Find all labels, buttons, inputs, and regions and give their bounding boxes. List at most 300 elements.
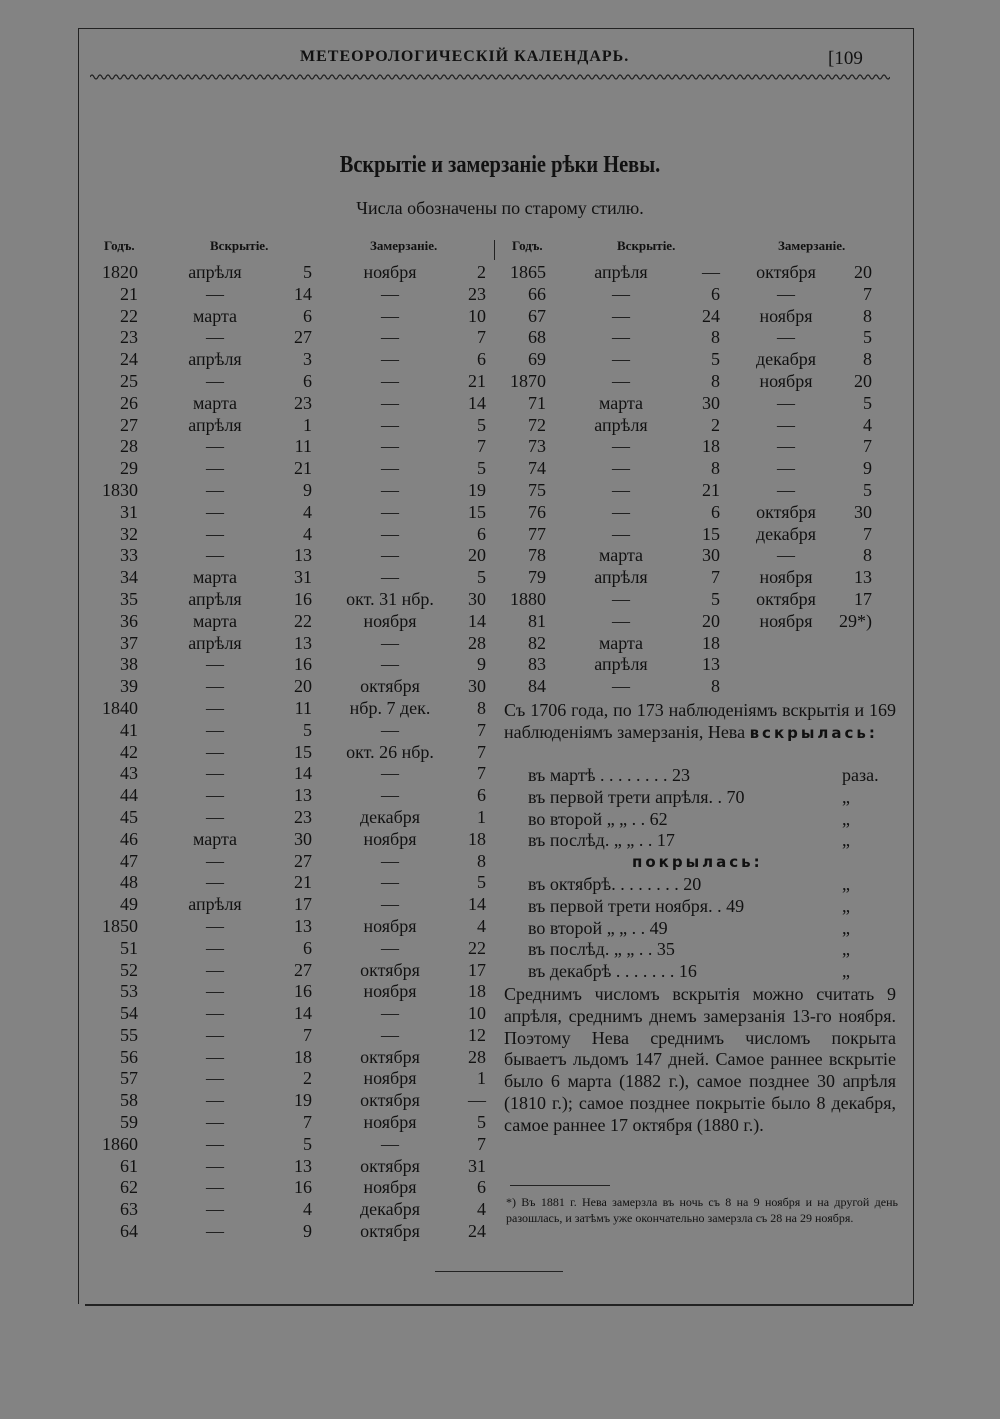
opening-day-cell: 18	[702, 632, 720, 653]
freezing-day-cell: 5	[477, 872, 486, 893]
opening-month-cell: марта	[598, 392, 644, 413]
opening-month-cell: марта	[598, 545, 644, 566]
freezing-day-cell: 8	[477, 697, 486, 718]
year-cell: 1850	[102, 915, 138, 936]
opening-day-cell: 4	[303, 501, 312, 522]
freezing-day-cell: 17	[854, 588, 872, 609]
freezing-day-cell: 5	[863, 327, 872, 348]
table-row	[482, 502, 902, 524]
opening-month-cell: —	[206, 806, 224, 827]
year-cell: 46	[120, 828, 138, 849]
year-cell: 38	[120, 654, 138, 675]
table-row	[482, 458, 902, 480]
freezing-day-cell: 23	[468, 283, 486, 304]
opening-month-cell: —	[612, 370, 630, 391]
opening-month-cell: апрѣля	[594, 654, 648, 675]
stat-line: въ послѣд. „ „ . . 35	[528, 939, 675, 960]
stat-line: въ октябрѣ. . . . . . . . 20	[528, 874, 702, 894]
opening-day-cell: 20	[702, 610, 720, 631]
freezing-day-cell: 30	[468, 676, 486, 697]
freezing-month-cell: ноября	[759, 370, 813, 391]
table-row	[80, 829, 490, 851]
freezing-month-cell: —	[381, 850, 399, 871]
right-table	[482, 262, 902, 698]
opening-month-cell: —	[206, 436, 224, 457]
opening-month-cell: апрѣля	[188, 632, 242, 653]
freezing-day-cell: 9	[863, 458, 872, 479]
opening-day-cell: 18	[702, 436, 720, 457]
opening-month-cell: —	[612, 588, 630, 609]
opening-month-cell: —	[206, 479, 224, 500]
opening-day-cell: 13	[702, 654, 720, 675]
table-row	[80, 284, 490, 306]
opening-day-cell: 6	[303, 305, 312, 326]
freezing-day-cell: 7	[477, 741, 486, 762]
freezing-day-cell: 5	[477, 414, 486, 435]
table-row	[482, 524, 902, 546]
opening-day-cell: 13	[294, 785, 312, 806]
table-row	[482, 480, 902, 502]
opening-day-cell: 9	[303, 1221, 312, 1242]
opening-day-cell: 5	[711, 588, 720, 609]
table-row	[482, 415, 902, 437]
opened-heading: вскрылась:	[749, 723, 878, 742]
opening-day-cell: 9	[303, 479, 312, 500]
year-cell: 45	[120, 806, 138, 827]
opening-day-cell: 23	[294, 806, 312, 827]
table-row	[80, 1112, 490, 1134]
freezing-month-cell: —	[381, 872, 399, 893]
opening-month-cell: —	[206, 1133, 224, 1154]
opening-day-cell: 2	[303, 1068, 312, 1089]
stat-line: въ первой трети апрѣля. . 70	[528, 786, 745, 807]
opening-day-cell: 11	[294, 697, 312, 718]
freezing-month-cell: —	[777, 458, 795, 479]
table-row	[482, 306, 902, 328]
year-cell: 44	[120, 785, 138, 806]
freezing-month-cell: —	[381, 894, 399, 915]
table-row	[482, 349, 902, 371]
opening-month-cell: —	[206, 1090, 224, 1111]
opening-day-cell: 20	[294, 676, 312, 697]
freezing-day-cell: 8	[863, 305, 872, 326]
freezing-day-cell: 8	[863, 349, 872, 370]
table-row	[80, 785, 490, 807]
freezing-month-cell: —	[381, 937, 399, 958]
opening-month-cell: —	[206, 1112, 224, 1133]
freezing-month-cell: —	[381, 545, 399, 566]
left-table	[80, 262, 490, 1243]
opening-month-cell: —	[206, 1177, 224, 1198]
column-divider	[494, 240, 495, 260]
freezing-month-cell: —	[777, 545, 795, 566]
year-cell: 48	[120, 872, 138, 893]
freezing-day-cell: 28	[468, 632, 486, 653]
opening-day-cell: 27	[294, 327, 312, 348]
opening-day-cell: 7	[711, 567, 720, 588]
table-row	[80, 458, 490, 480]
footnote: *) Въ 1881 г. Нева замерзла въ ночь съ 8 на 9 ноября и на другой день разошлась, и затѣмъ уже окончательно замерзла съ 28 на 29 ноября.	[506, 1195, 898, 1225]
year-cell: 1830	[102, 479, 138, 500]
freezing-month-cell: —	[777, 327, 795, 348]
year-cell: 31	[120, 501, 138, 522]
year-cell: 68	[528, 327, 546, 348]
opening-month-cell: апрѣля	[188, 588, 242, 609]
table-row	[80, 567, 490, 589]
stat-unit: „	[842, 786, 850, 807]
page-title: Вскрытіе и замерзаніе рѣки Невы.	[339, 152, 661, 178]
opening-day-cell: 6	[711, 283, 720, 304]
opening-day-cell: 4	[303, 1199, 312, 1220]
opening-day-cell: 8	[711, 370, 720, 391]
table-row	[80, 981, 490, 1003]
opening-day-cell: 5	[711, 349, 720, 370]
freezing-month-cell: ноября	[363, 262, 417, 282]
freezing-day-cell: —	[468, 1090, 486, 1111]
opening-month-cell: —	[206, 283, 224, 304]
opening-month-cell: —	[206, 501, 224, 522]
opening-month-cell: —	[612, 458, 630, 479]
opening-month-cell: —	[612, 436, 630, 457]
freezing-month-cell: октября	[360, 1090, 420, 1111]
opening-month-cell: марта	[192, 567, 238, 588]
opening-day-cell: 30	[702, 545, 720, 566]
table-row	[80, 1025, 490, 1047]
opening-day-cell: 16	[294, 654, 312, 675]
freezing-month-cell: —	[777, 436, 795, 457]
opening-month-cell: —	[206, 1068, 224, 1089]
freezing-day-cell: 10	[468, 1003, 486, 1024]
table-row	[80, 371, 490, 393]
table-row	[80, 480, 490, 502]
opening-day-cell: 17	[294, 894, 312, 915]
year-cell: 35	[120, 588, 138, 609]
freezing-day-cell: 6	[477, 785, 486, 806]
opening-day-cell: 13	[294, 915, 312, 936]
year-cell: 58	[120, 1090, 138, 1111]
opening-day-cell: 6	[303, 370, 312, 391]
freezing-month-cell: —	[381, 283, 399, 304]
year-cell: 84	[528, 676, 546, 697]
freezing-month-cell: —	[381, 567, 399, 588]
table-row	[80, 1090, 490, 1112]
table-row	[80, 1177, 490, 1199]
opening-month-cell: апрѣля	[188, 349, 242, 370]
table-row	[80, 327, 490, 349]
table-row	[80, 1221, 490, 1243]
freezing-month-cell: декабря	[755, 349, 817, 370]
opening-month-cell: —	[612, 283, 630, 304]
freezing-month-cell: октября	[360, 676, 420, 697]
year-cell: 28	[120, 436, 138, 457]
opening-day-cell: 16	[294, 1177, 312, 1198]
stat-line: во второй „ „ . . 49	[528, 917, 668, 938]
opening-day-cell: 15	[294, 741, 312, 762]
year-cell: 39	[120, 676, 138, 697]
freezing-month-cell: —	[381, 479, 399, 500]
opening-day-cell: 7	[303, 1024, 312, 1045]
stat-unit: „	[842, 874, 850, 894]
opening-day-cell: 14	[294, 1003, 312, 1024]
opening-month-cell: —	[206, 458, 224, 479]
year-cell: 71	[528, 392, 546, 413]
freezing-day-cell: 20	[854, 262, 872, 282]
header-wavy-rule	[90, 72, 890, 82]
year-cell: 24	[120, 349, 138, 370]
freezing-day-cell: 24	[468, 1221, 486, 1242]
table-row	[80, 851, 490, 873]
col-opening-right: Вскрытіе.	[617, 238, 676, 253]
year-cell: 37	[120, 632, 138, 653]
table-row	[80, 1003, 490, 1025]
freezing-month-cell: окт. 31 нбр.	[346, 588, 434, 609]
freezing-month-cell: ноября	[363, 1068, 417, 1089]
freezing-day-cell: 9	[477, 654, 486, 675]
freezing-day-cell: 28	[468, 1046, 486, 1067]
freezing-day-cell: 5	[863, 392, 872, 413]
freezing-day-cell: 20	[468, 545, 486, 566]
freezing-month-cell: декабря	[359, 806, 421, 827]
freezing-day-cell: 1	[477, 806, 486, 827]
freezing-month-cell: окт. 26 нбр.	[346, 741, 434, 762]
opening-month-cell: —	[612, 349, 630, 370]
year-cell: 51	[120, 937, 138, 958]
freezing-month-cell: —	[381, 392, 399, 413]
summary-paragraph: Среднимъ числомъ вскрытія можно считать 9 апрѣля, среднимъ днемъ замерзанія 13-го ноября. Поэтому Нева среднимъ числомъ покрыта бываетъ льдомъ 147 дней. Самое раннее вскрытіе было 6 марта (1882 г.), самое позднее 30 апрѣля (1810 г.); самое позднее покрытіе было 8 декабря, самое раннее 17 октября (1880 г.).	[504, 984, 896, 1135]
table-row	[80, 698, 490, 720]
table-row	[482, 611, 902, 633]
opening-day-cell: 5	[303, 1133, 312, 1154]
freezing-month-cell: октября	[360, 959, 420, 980]
freezing-month-cell: —	[381, 305, 399, 326]
table-row	[80, 763, 490, 785]
opening-day-cell: 16	[294, 981, 312, 1002]
freezing-day-cell: 17	[468, 959, 486, 980]
freezing-day-cell: 15	[468, 501, 486, 522]
opening-day-cell: 4	[303, 523, 312, 544]
year-cell: 22	[120, 305, 138, 326]
freezing-month-cell: октября	[360, 1046, 420, 1067]
opening-month-cell: —	[612, 501, 630, 522]
opening-month-cell: —	[206, 850, 224, 871]
year-cell: 64	[120, 1221, 138, 1242]
table-row	[80, 262, 490, 284]
freezing-month-cell: ноября	[759, 567, 813, 588]
freezing-month-cell: —	[381, 785, 399, 806]
opening-month-cell: —	[206, 785, 224, 806]
opening-month-cell: —	[206, 1003, 224, 1024]
stat-line: въ первой трети ноября. . 49	[528, 895, 745, 916]
table-row	[80, 960, 490, 982]
freezing-day-cell: 7	[477, 436, 486, 457]
opening-month-cell: —	[206, 937, 224, 958]
freezing-day-cell: 30	[854, 501, 872, 522]
opening-day-cell: 27	[294, 959, 312, 980]
freezing-day-cell: 5	[863, 479, 872, 500]
opening-month-cell: —	[206, 697, 224, 718]
opening-day-cell: 6	[303, 937, 312, 958]
freezing-day-cell: 7	[863, 283, 872, 304]
opening-day-cell: 21	[294, 458, 312, 479]
year-cell: 47	[120, 850, 138, 871]
stat-unit: „	[842, 917, 850, 938]
stat-unit: „	[842, 830, 850, 851]
freezing-month-cell: октября	[756, 262, 816, 282]
opening-month-cell: апрѣля	[188, 262, 242, 282]
page-subtitle: Числа обозначены по старому стилю.	[356, 198, 644, 218]
opening-month-cell: —	[612, 523, 630, 544]
year-cell: 34	[120, 567, 138, 588]
freezing-day-cell: 6	[477, 1177, 486, 1198]
year-cell: 23	[120, 327, 138, 348]
table-row	[482, 589, 902, 611]
opening-day-cell: 14	[294, 283, 312, 304]
page-number: [109	[828, 48, 863, 69]
opening-month-cell: —	[206, 545, 224, 566]
opening-day-cell: 13	[294, 1155, 312, 1176]
freezing-day-cell: 7	[863, 523, 872, 544]
freezing-day-cell: 1	[477, 1068, 486, 1089]
table-row	[80, 502, 490, 524]
opening-day-cell: 30	[294, 828, 312, 849]
table-row	[80, 654, 490, 676]
table-row	[80, 742, 490, 764]
intro-text: Съ 1706 года, по 173 наблюденіямъ вскрытія и 169 наблюденіямъ замерзанія, Нева	[504, 700, 896, 742]
freezing-month-cell: —	[381, 632, 399, 653]
opening-month-cell: —	[206, 981, 224, 1002]
table-row	[482, 545, 902, 567]
year-cell: 52	[120, 959, 138, 980]
table-row	[80, 436, 490, 458]
freezing-day-cell: 6	[477, 523, 486, 544]
freezing-day-cell: 22	[468, 937, 486, 958]
freezing-day-cell: 7	[477, 1133, 486, 1154]
freezing-day-cell: 7	[477, 327, 486, 348]
year-cell: 21	[120, 283, 138, 304]
table-row	[80, 415, 490, 437]
opening-month-cell: —	[206, 370, 224, 391]
opening-day-cell: 19	[294, 1090, 312, 1111]
freezing-month-cell: ноября	[363, 610, 417, 631]
freezing-day-cell: 5	[477, 1112, 486, 1133]
opening-day-cell: 5	[303, 262, 312, 282]
opening-day-cell: 24	[702, 305, 720, 326]
opening-month-cell: апрѣля	[188, 414, 242, 435]
year-cell: 83	[528, 654, 546, 675]
table-row	[80, 1047, 490, 1069]
freezing-day-cell: 7	[863, 436, 872, 457]
opening-month-cell: —	[206, 1221, 224, 1242]
year-cell: 1840	[102, 697, 138, 718]
opening-month-cell: марта	[192, 610, 238, 631]
freezing-day-cell: 18	[468, 981, 486, 1002]
opening-month-cell: апрѣля	[188, 894, 242, 915]
table-row	[80, 894, 490, 916]
stat-line: въ послѣд. „ „ . . 17	[528, 830, 675, 851]
year-cell: 1865	[510, 262, 546, 282]
year-cell: 82	[528, 632, 546, 653]
opening-day-cell: 13	[294, 632, 312, 653]
freezing-day-cell: 31	[468, 1155, 486, 1176]
opening-day-cell: 5	[303, 719, 312, 740]
freezing-month-cell: —	[381, 349, 399, 370]
table-row	[80, 1199, 490, 1221]
table-row	[482, 436, 902, 458]
freezing-month-cell: —	[381, 370, 399, 391]
freezing-day-cell: 18	[468, 828, 486, 849]
table-row	[482, 567, 902, 589]
freezing-day-cell: 12	[468, 1024, 486, 1045]
freezing-day-cell: 29*)	[839, 610, 872, 631]
table-row	[80, 1134, 490, 1156]
year-cell: 69	[528, 349, 546, 370]
table-row	[80, 1156, 490, 1178]
table-row	[80, 720, 490, 742]
intro-paragraph	[504, 700, 896, 745]
stat-unit: „	[842, 895, 850, 916]
table-row	[80, 306, 490, 328]
freezing-day-cell: 8	[863, 545, 872, 566]
year-cell: 36	[120, 610, 138, 631]
opening-day-cell: 31	[294, 567, 312, 588]
opening-month-cell: —	[206, 741, 224, 762]
opening-day-cell: 2	[711, 414, 720, 435]
freezing-month-cell: —	[381, 501, 399, 522]
freezing-month-cell: —	[381, 1003, 399, 1024]
opening-day-cell: 22	[294, 610, 312, 631]
table-row	[482, 371, 902, 393]
table-row	[80, 916, 490, 938]
freezing-month-cell: —	[381, 1133, 399, 1154]
year-cell: 33	[120, 545, 138, 566]
freezing-day-cell: 30	[468, 588, 486, 609]
opening-month-cell: апрѣля	[594, 414, 648, 435]
table-row	[482, 262, 902, 284]
year-cell: 55	[120, 1024, 138, 1045]
year-cell: 25	[120, 370, 138, 391]
opening-month-cell: —	[206, 1155, 224, 1176]
freezing-month-cell: октября	[360, 1221, 420, 1242]
opening-month-cell: —	[206, 1046, 224, 1067]
freezing-month-cell: —	[777, 479, 795, 500]
opening-month-cell: —	[206, 523, 224, 544]
opening-day-cell: 1	[303, 414, 312, 435]
col-year-left: Годъ.	[104, 238, 135, 253]
freezing-day-cell: 5	[477, 458, 486, 479]
stat-unit: „	[842, 808, 850, 829]
year-cell: 59	[120, 1112, 138, 1133]
year-cell: 75	[528, 479, 546, 500]
opening-day-cell: 21	[294, 872, 312, 893]
freezing-month-cell: —	[381, 719, 399, 740]
table-row	[482, 676, 902, 698]
col-freezing-left: Замерзаніе.	[370, 238, 438, 253]
opening-day-cell: 15	[702, 523, 720, 544]
freezing-day-cell: 4	[477, 915, 486, 936]
opening-day-cell: 16	[294, 588, 312, 609]
table-row	[482, 654, 902, 676]
opening-day-cell: 30	[702, 392, 720, 413]
year-cell: 77	[528, 523, 546, 544]
opening-month-cell: —	[206, 654, 224, 675]
year-cell: 29	[120, 458, 138, 479]
year-cell: 67	[528, 305, 546, 326]
table-row	[80, 1068, 490, 1090]
year-cell: 63	[120, 1199, 138, 1220]
year-cell: 62	[120, 1177, 138, 1198]
table-row	[80, 524, 490, 546]
freezing-month-cell: октября	[756, 501, 816, 522]
